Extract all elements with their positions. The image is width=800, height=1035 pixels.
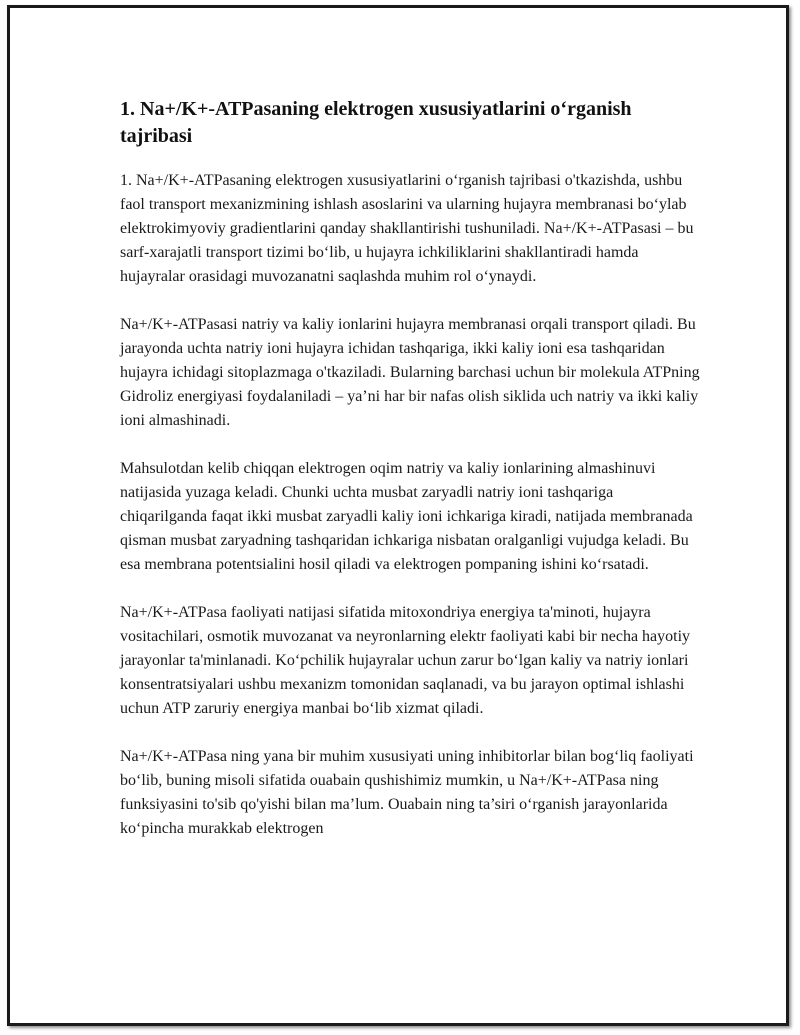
document-page (7, 5, 789, 1026)
paragraph-4: Na+/K+-ATPasa faoliyati natijasi sifatida mitoxondriya energiya ta'minoti, hujayra vositachilari, osmotik muvozanat va neyronlarning elektr faoliyati kabi bir necha hayotiy jarayonlar ta'minlanadi. Ko‘pchilik hujayralar uchun zarur bo‘lgan kaliy va natriy ionlari konsentratsiyalari ushbu mexanizm tomonidan saqlanadi, va bu jarayon optimal ishlashi uchun ATP zaruriy energiya manbai bo‘lib xizmat qiladi. (120, 604, 691, 717)
paragraph-3: Mahsulotdan kelib chiqqan elektrogen oqim natriy va kaliy ionlarining almashinuvi natijasida yuzaga keladi. Chunki uchta musbat zaryadli natriy ioni tashqariga chiqarilganda faqat ikki musbat zaryadli kaliy ioni ichkariga kiradi, natijada membranada qisman musbat zaryadning tashqaridan ichkariga nisbatan oralganligi vujudga keladi. Bu esa membrana potentsialini hosil qiladi va elektrogen pompaning ishini ko‘rsatadi. (120, 460, 693, 573)
document-content (120, 96, 700, 865)
paragraph-5: Na+/K+-ATPasa ning yana bir muhim xususiyati uning inhibitorlar bilan bog‘liq faoliyati bo‘lib, buning misoli sifatida ouabain qushishimiz mumkin, u Na+/K+-ATPasa ning funksiyasini to'sib qo'yishi bilan ma’lum. Ouabain ning ta’siri o‘rganish jarayonlarida ko‘pincha murakkab elektrogen (120, 748, 694, 837)
document-title: 1. Na+/K+-ATPasaning elektrogen xususiyatlarini o‘rganish tajribasi (120, 98, 632, 147)
paragraph-1: 1. Na+/K+-ATPasaning elektrogen xususiyatlarini o‘rganish tajribasi o'tkazishda, ushbu faol transport mexanizmining ishlash asoslarini va ularning hujayra membranasi bo‘ylab elektrokimyoviy gradientlarini qanday shakllantirishi tushuniladi. Na+/K+-ATPasasi – bu sarf-xarajatli transport tizimi bo‘lib, u hujayra ichkiliklarini shakllantiradi hamda hujayralar orasidagi muvozanatni saqlashda muhim rol o‘ynaydi. (120, 172, 694, 285)
paragraph-2: Na+/K+-ATPasasi natriy va kaliy ionlarini hujayra membranasi orqali transport qiladi. Bu jarayonda uchta natriy ioni hujayra ichidan tashqariga, ikki kaliy ioni esa tashqaridan hujayra ichidagi sitoplazmaga o'tkaziladi. Bularning barchasi uchun bir molekula ATPning Gidroliz energiyasi foydalaniladi – ya’ni har bir nafas olish siklida uch natriy va ikki kaliy ioni almashinadi. (120, 316, 700, 429)
